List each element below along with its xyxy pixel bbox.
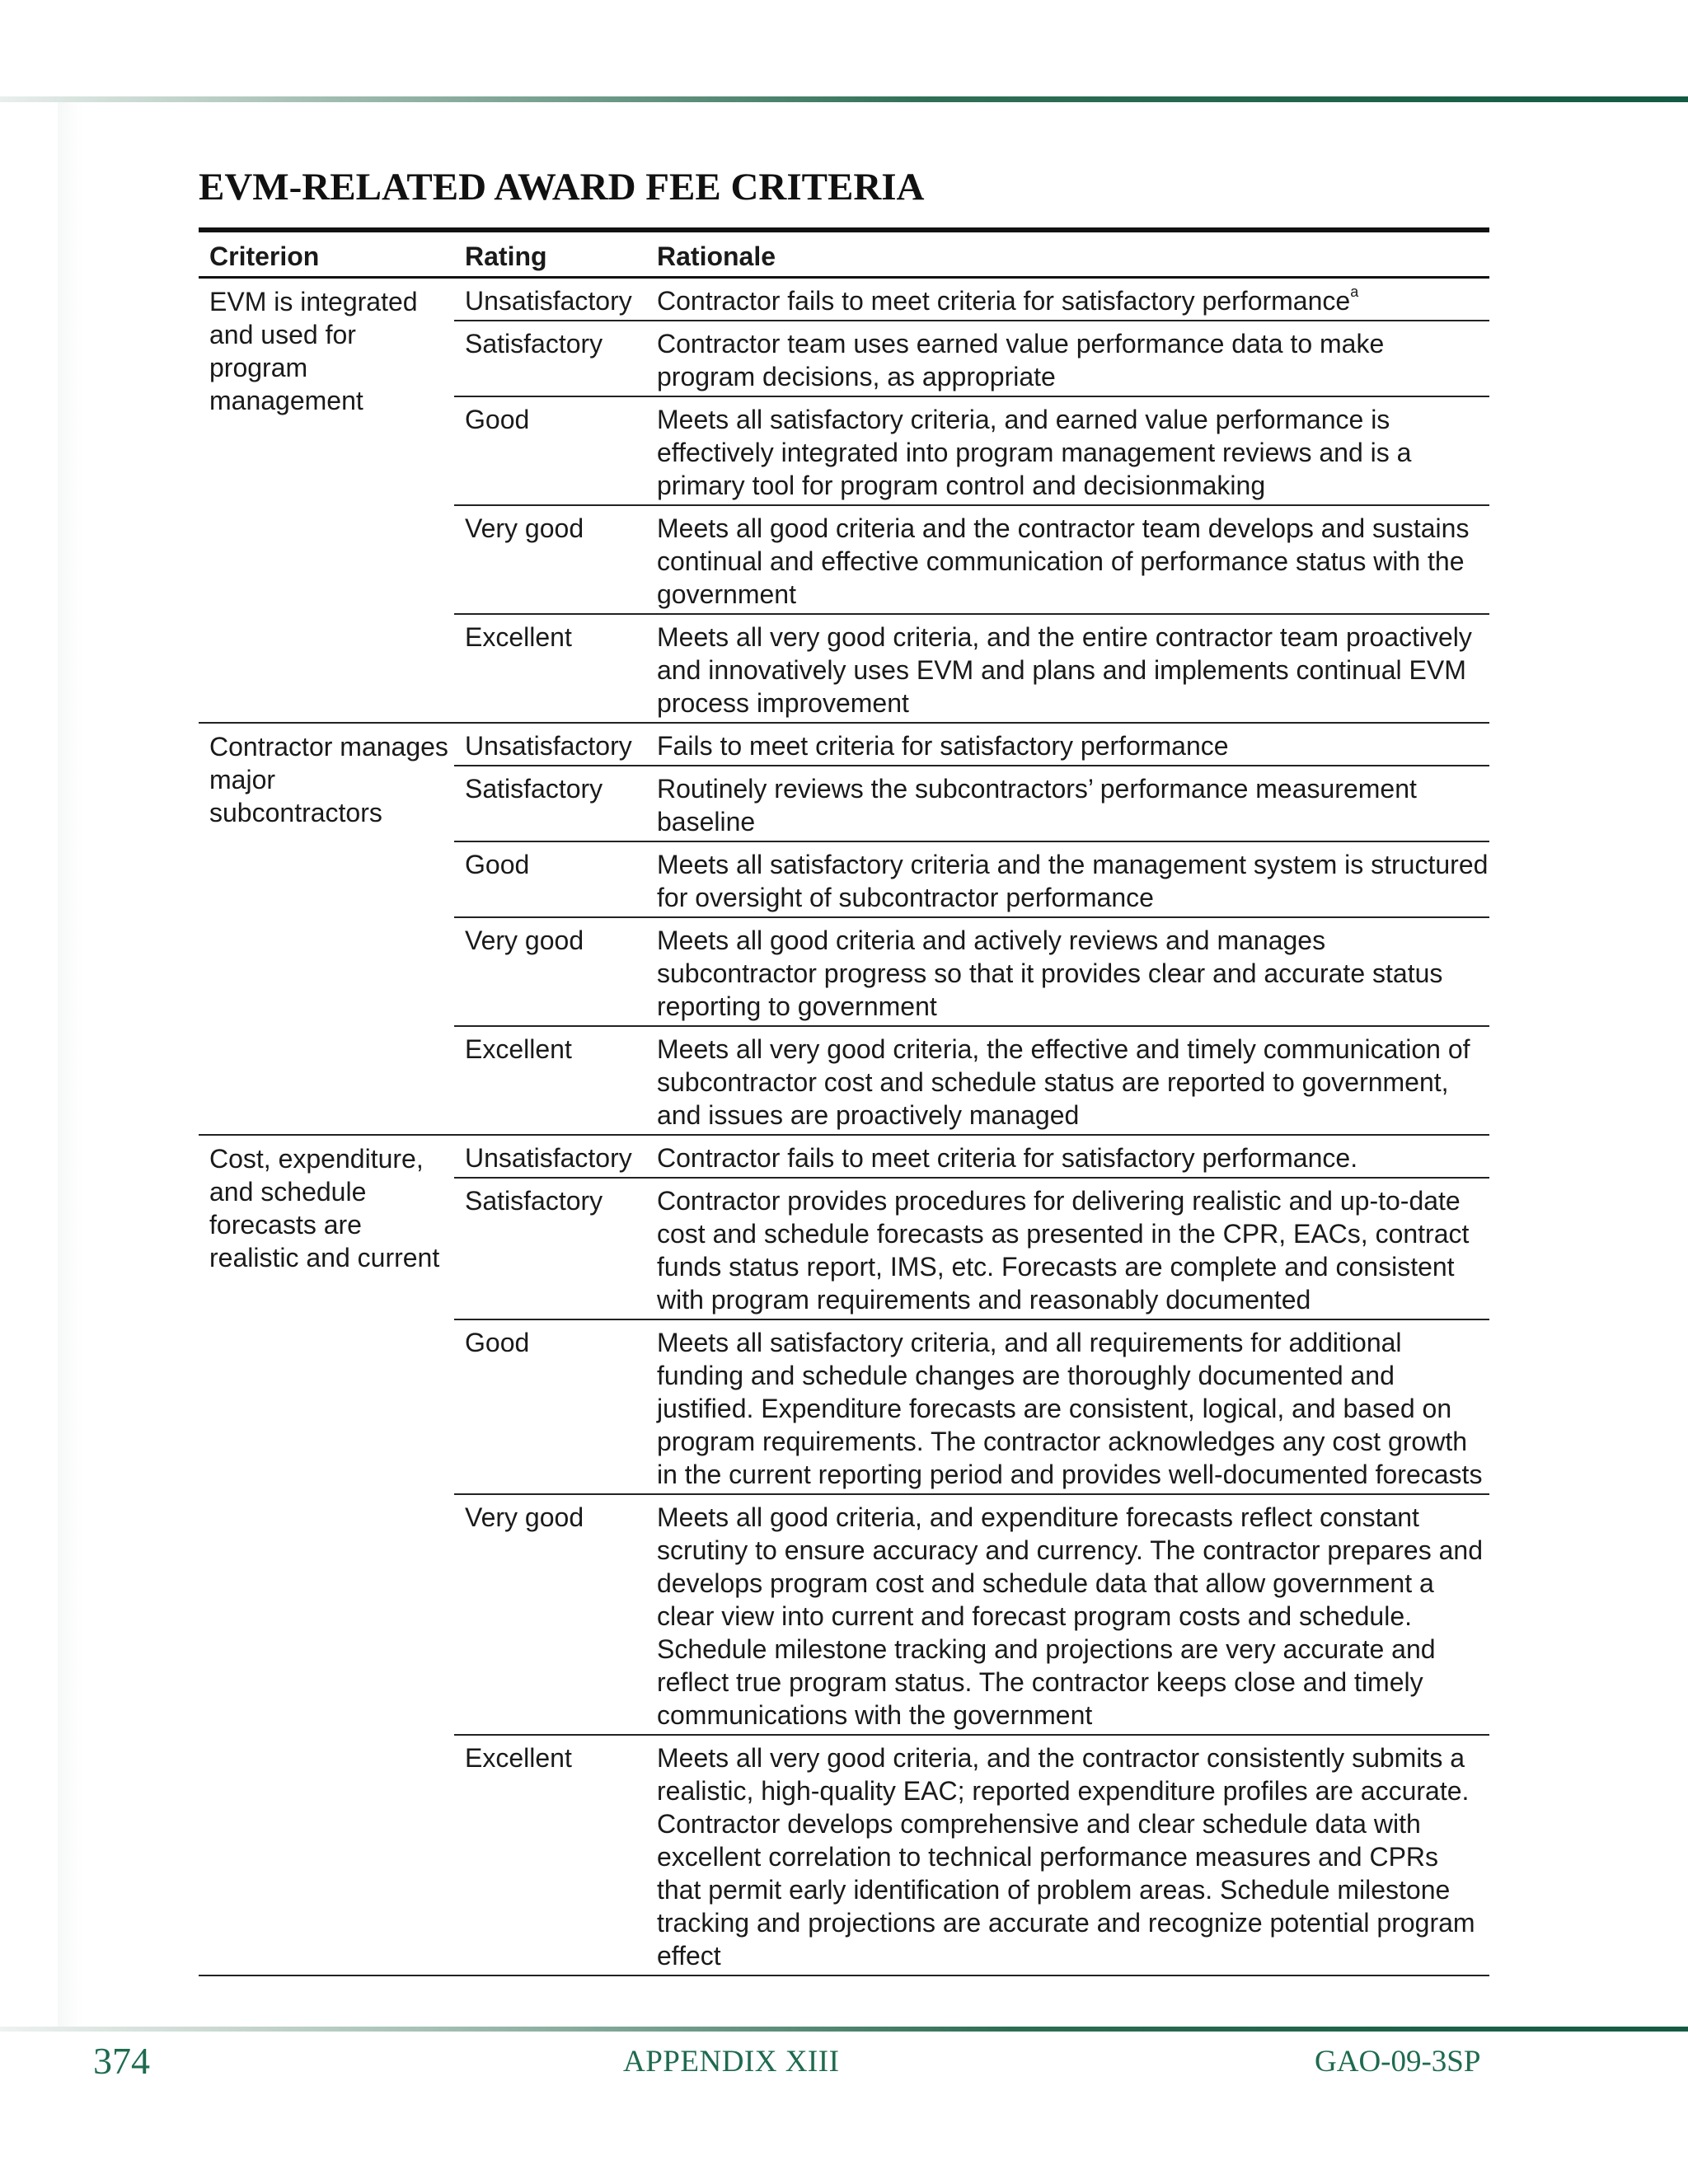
rationale-cell: Meets all satisfactory criteria, and all requirements for additional funding and schedule changes are thoroughly documented and justified. Expenditure forecasts are consistent, logical, and based on program requirements. The contractor acknowledges any cost growth in the current reporting period and provides well-documented forecasts [657, 1328, 1483, 1489]
rating-cell: Unsatisfactory [465, 286, 632, 316]
rationale-cell: Meets all very good criteria, the effective and timely communication of subcontractor cost and schedule status are reported to government, and issues are proactively managed [657, 1034, 1470, 1130]
criterion-cell: Contractor manages major subcontractors [199, 723, 454, 1135]
rationale-cell: Meets all good criteria, and expenditure forecasts reflect constant scrutiny to ensure accuracy and currency. The contractor prepares and develops program cost and schedule data that allow government a clear view into current and forecast program costs and schedule. Schedule milestone tracking and projections are very accurate and reflect true program status. The contractor keeps close and timely communications with the government [657, 1502, 1483, 1730]
rationale-cell: Routinely reviews the subcontractors’ performance measurement baseline [657, 774, 1417, 837]
rating-cell: Excellent [465, 1743, 572, 1773]
report-number: GAO-09-3SP [1315, 2045, 1481, 2079]
criteria-table-container [199, 227, 1489, 1976]
criteria-table [199, 227, 1489, 1976]
page-number: 374 [93, 2040, 150, 2082]
rationale-text: Contractor fails to meet criteria for satisfactory performance [657, 286, 1351, 316]
rationale-cell: Meets all satisfactory criteria, and earned value performance is effectively integrated into program management reviews and is a primary tool for program control and decisionmaking [657, 405, 1412, 500]
header-rating: Rating [465, 241, 547, 271]
bottom-rule [0, 2027, 1688, 2032]
rationale-cell: Meets all very good criteria, and the contractor consistently submits a realistic, high-quality EAC; reported expenditure profiles are accurate. Contractor develops comprehensive and clear schedule data with excellent correlation to technical performance measures and CPRs that permit early identification of problem areas. Schedule milestone tracking and projections are accurate and recognize potential program effect [657, 1743, 1475, 1971]
rating-cell: Satisfactory [465, 1186, 603, 1216]
rating-cell: Good [465, 1328, 530, 1357]
rating-cell: Very good [465, 513, 584, 543]
rationale-cell: Meets all satisfactory criteria and the management system is structured for oversight of subcontractor performance [657, 850, 1489, 912]
criterion-cell: Cost, expenditure, and schedule forecasts are realistic and current [199, 1135, 454, 1975]
rating-cell: Excellent [465, 1034, 572, 1064]
table-row [199, 278, 1489, 321]
rating-cell: Satisfactory [465, 774, 603, 804]
rationale-cell [646, 278, 1489, 321]
rationale-cell: Contractor team uses earned value performance data to make program decisions, as appropriate [657, 329, 1385, 391]
rating-cell: Good [465, 405, 530, 434]
rating-cell: Very good [465, 926, 584, 955]
table-row [199, 1135, 1489, 1178]
rationale-cell: Contractor provides procedures for delivering realistic and up-to-date cost and schedule forecasts as presented in the CPR, EACs, contract funds status report, IMS, etc. Forecasts are complete and consistent with program requirements and reasonably documented [657, 1186, 1470, 1315]
rating-cell: Unsatisfactory [465, 731, 632, 761]
rationale-cell: Fails to meet criteria for satisfactory performance [657, 731, 1229, 761]
table-header-row [199, 230, 1489, 278]
page-title: EVM-RELATED AWARD FEE CRITERIA [199, 166, 925, 209]
rating-cell: Good [465, 850, 530, 879]
rating-cell: Unsatisfactory [465, 1143, 632, 1173]
rating-cell: Very good [465, 1502, 584, 1532]
header-criterion: Criterion [209, 241, 320, 271]
rationale-cell: Meets all very good criteria, and the entire contractor team proactively and innovatively uses EVM and plans and implements continual EVM process improvement [657, 622, 1472, 718]
rating-cell: Satisfactory [465, 329, 603, 359]
rationale-cell: Meets all good criteria and the contractor team develops and sustains continual and effective communication of performance status with the government [657, 513, 1470, 609]
rationale-cell: Meets all good criteria and actively reviews and manages subcontractor progress so that it provides clear and accurate status reporting to government [657, 926, 1443, 1021]
top-rule [0, 96, 1688, 102]
rating-cell: Excellent [465, 622, 572, 652]
footnote-marker: a [1350, 284, 1359, 301]
rationale-cell: Contractor fails to meet criteria for satisfactory performance. [657, 1143, 1358, 1173]
section-label: APPENDIX XIII [623, 2045, 840, 2079]
header-rationale: Rationale [657, 241, 776, 271]
criterion-cell: EVM is integrated and used for program management [199, 278, 454, 724]
table-row [199, 723, 1489, 766]
